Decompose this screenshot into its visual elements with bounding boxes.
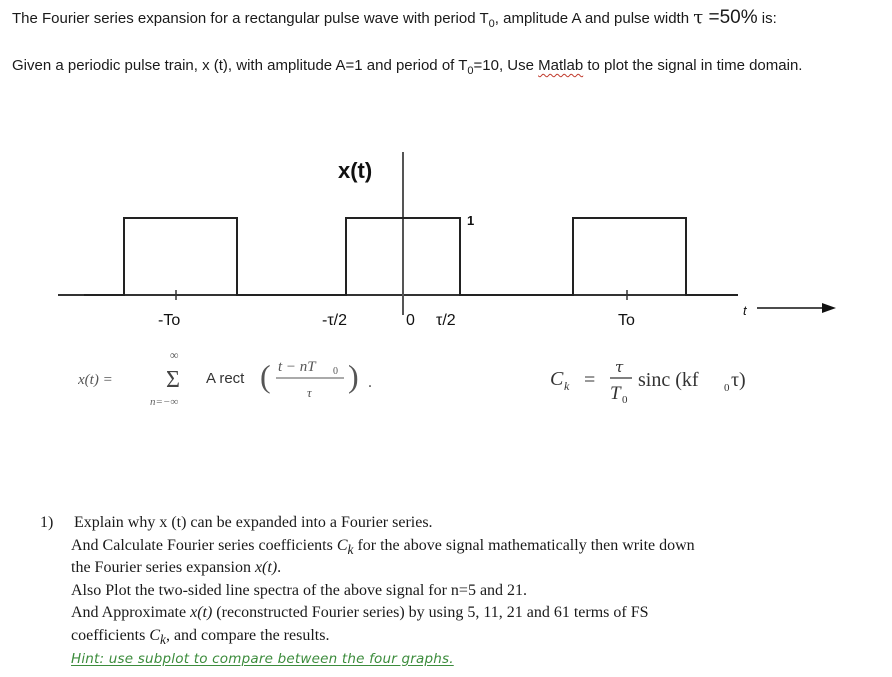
question-line-2 [71,535,880,558]
rect-denominator: τ [307,385,312,400]
ck-numerator: τ [615,358,624,376]
xt-symbol-2: x(t) [190,604,213,622]
given-paragraph [12,53,862,79]
pulse-waveform [84,218,738,295]
label-neg-half-tau: -τ/2 [322,312,347,329]
paren-close: ) [348,358,359,394]
paren-open: ( [260,358,271,394]
ck-denominator: T [610,383,621,404]
formula-x-of-t [78,345,418,415]
question-line-6a: coefficients [71,626,150,644]
header-text-end: is: [757,10,777,27]
label-pos-period: To [618,312,635,329]
sum-top: ∞ [170,348,179,362]
pulse-train-diagram [0,140,892,340]
question-line-4 [71,580,880,603]
question-line-5 [71,602,880,625]
given-text-middle: =10, Use [473,57,539,74]
question-line-1 [74,512,880,535]
label-neg-period: -To [158,312,181,329]
xt-symbol-1: x(t) [254,559,278,577]
question-number: 1) [40,514,54,531]
ck-symbol-1: C [336,536,348,554]
problem-header [12,7,882,30]
header-period-sub: 0 [488,18,495,30]
ck-sub-1: k [347,541,354,557]
given-text-end: to plot the signal in time domain. [583,57,803,74]
sum-symbol: Σ [166,367,180,393]
question-line-3 [71,557,880,580]
ck-rhs: sinc (kf [638,369,699,391]
ck-symbol-2: C [149,626,161,644]
formula-ck [548,352,788,412]
ck-equals: = [584,369,596,391]
given-text-before: Given a periodic pulse train, x (t), with amplitude A=1 and period of T [12,57,468,74]
header-text-before: The Fourier series expansion for a rectangular pulse wave with period [12,10,480,27]
sum-bottom: n=−∞ [150,396,179,408]
formula-period: . [368,374,372,391]
ck-lhs-sub: k [564,379,570,393]
question-line-6 [71,625,880,648]
question-item [40,512,880,670]
header-tau-symbol: τ [693,7,704,28]
rect-numerator-sub: 0 [333,366,338,377]
question-line-6b: , and compare the results. [165,626,330,644]
question-list [40,512,880,670]
question-line-3b: . [277,559,282,577]
rect-text: A rect [206,370,245,387]
amplitude-label: 1 [467,213,475,228]
ck-rhs-end: τ) [731,369,746,391]
question-line-2b: for the above signal mathematically then write down [353,536,695,554]
header-equals-value: =50% [703,7,758,28]
header-text-middle: , amplitude A and pulse width [494,10,694,27]
ck-lhs: C [550,368,564,390]
question-line-5b: (reconstructed Fourier series) by using 5, 11, 21 and 61 terms of FS [212,604,649,622]
ck-sub-2: k [160,632,166,648]
question-line-4-text: Also Plot the two-sided line spectra of the above signal for n=5 and 21. [71,581,528,599]
header-period-symbol: T [479,10,489,27]
formula-x-lhs: x(t) = [78,372,113,388]
ck-denominator-sub: 0 [622,394,628,406]
question-line-2a: And Calculate Fourier series coefficients [71,536,337,554]
label-pos-half-tau: τ/2 [436,312,456,329]
rect-numerator: t − nT [278,359,316,375]
hint-text: Hint: use subplot to compare between the four graphs. [71,650,454,667]
ck-rhs-sub: 0 [724,382,730,394]
label-t-axis: t [743,303,747,318]
question-line-3a: the Fourier series expansion [71,559,255,577]
given-period-sub: 0 [467,65,474,77]
diagram-y-label: x(t) [338,158,373,183]
label-zero: 0 [406,312,415,329]
t-arrow-head [822,303,836,313]
question-line-1-text: Explain why x (t) can be expanded into a Fourier series. [74,514,433,531]
matlab-word: Matlab [538,57,584,74]
question-line-5a: And Approximate [71,604,191,622]
